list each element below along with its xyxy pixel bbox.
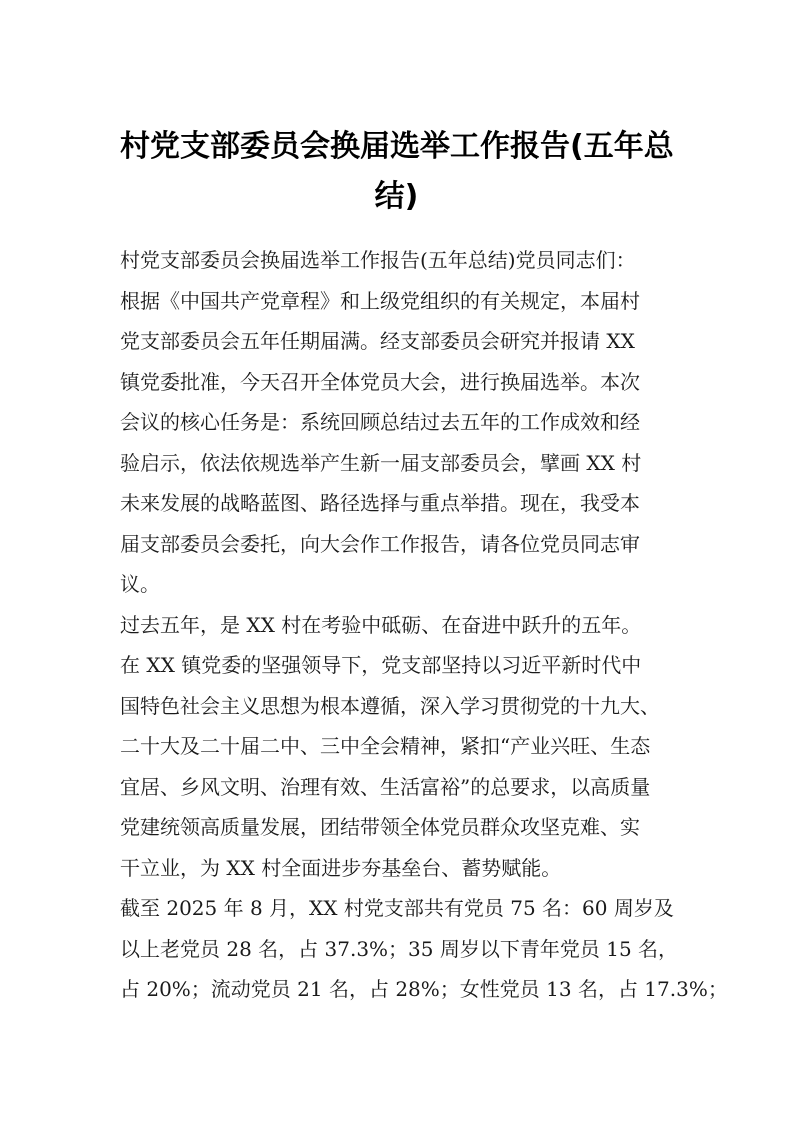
text-line: 占 20%；流动党员 21 名，占 28%；女性党员 13 名，占 17.3%； [120, 977, 728, 1001]
paragraph-membership-statistics [120, 888, 728, 1010]
text-line: 在 XX 镇党委的坚强领导下，党支部坚持以习近平新时代中 [120, 653, 642, 677]
title-line: 村党支部委员会换届选举工作报告(五年总 [120, 129, 674, 164]
text-line: 党建统领高质量发展，团结带领全体党员群众攻坚克难、实 [120, 815, 640, 839]
text-line: 议。 [120, 572, 160, 596]
text-line: 国特色社会主义思想为根本遵循，深入学习贯彻党的十九大、 [120, 693, 660, 718]
document-title [120, 122, 673, 222]
document-body [120, 240, 728, 1010]
text-line: 截至 2025 年 8 月，XX 村党支部共有党员 75 名：60 周岁及 [120, 896, 674, 920]
text-line: 会议的核心任务是：系统回顾总结过去五年的工作成效和经 [120, 410, 640, 434]
text-line: 未来发展的战略蓝图、路径选择与重点举措。现在，我受本 [120, 491, 640, 515]
text-line: 镇党委批准，今天召开全体党员大会，进行换届选举。本次 [120, 369, 640, 394]
text-line: 党支部委员会五年任期届满。经支部委员会研究并报请 XX [120, 329, 635, 353]
text-line: 届支部委员会委托，向大会作工作报告，请各位党员同志审 [120, 531, 640, 556]
text-line: 村党支部委员会换届选举工作报告(五年总结)党员同志们： [120, 248, 636, 272]
paragraph-introduction [120, 281, 680, 605]
text-line: 二十大及二十届二中、三中全会精神，紧扣“产业兴旺、生态 [120, 734, 651, 758]
text-line: 根据《中国共产党章程》和上级党组织的有关规定，本届村 [120, 288, 640, 313]
text-line: 宜居、乡风文明、治理有效、生活富裕”的总要求，以高质量 [120, 774, 651, 799]
title-line: 结) [374, 179, 419, 214]
text-line: 过去五年，是 XX 村在考验中砥砺、在奋进中跃升的五年。 [120, 612, 642, 637]
paragraph-salutation [120, 240, 680, 281]
text-line: 以上老党员 28 名，占 37.3%；35 周岁以下青年党员 15 名， [120, 936, 679, 961]
paragraph-review [120, 605, 680, 889]
text-line: 验启示，依法依规选举产生新一届支部委员会，擘画 XX 村 [120, 450, 642, 475]
text-line: 干立业，为 XX 村全面进步夯基垒台、蓄势赋能。 [120, 855, 562, 880]
